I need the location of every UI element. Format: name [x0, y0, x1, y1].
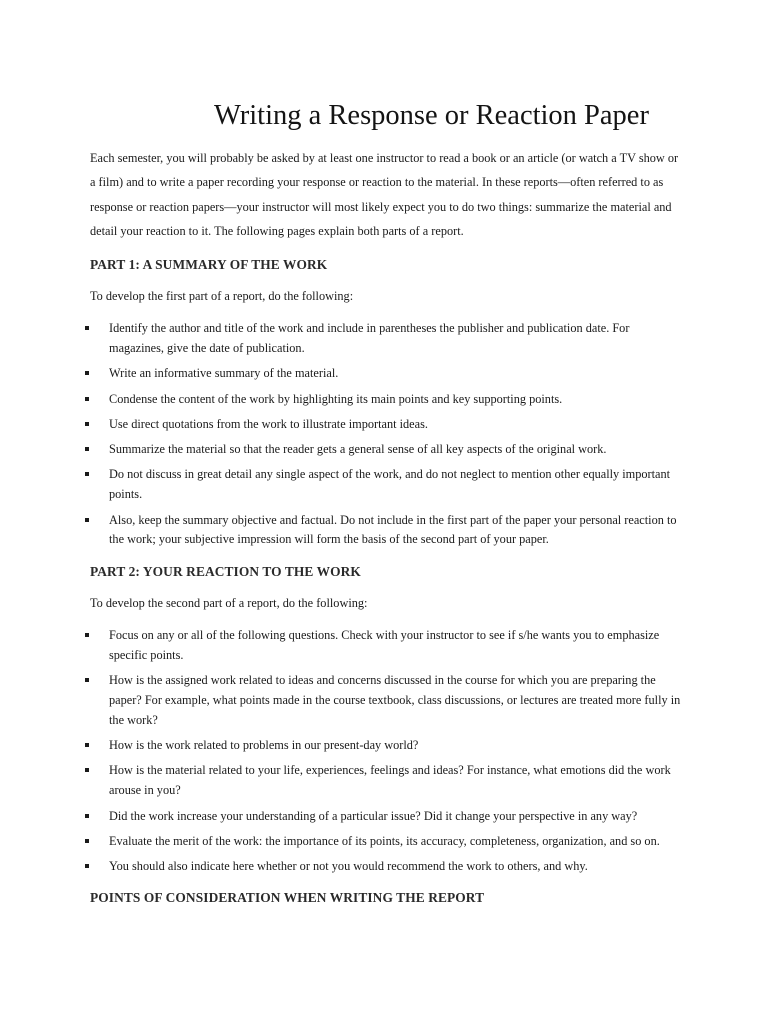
part3-heading: POINTS OF CONSIDERATION WHEN WRITING THE REPORT — [90, 889, 485, 905]
part2-list — [90, 626, 686, 877]
list-item — [90, 364, 686, 384]
list-item — [90, 465, 686, 505]
list-item-text: You should also indicate here whether or not you would recommend the work to others, and why. — [109, 859, 588, 874]
bullet-icon — [85, 864, 89, 868]
list-item-text: Condense the content of the work by highlighting its main points and key supporting points. — [109, 391, 563, 406]
document-page — [90, 0, 686, 907]
bullet-icon — [85, 678, 89, 682]
document-title: Writing a Response or Reaction Paper — [214, 100, 649, 131]
list-item-text: Did the work increase your understanding of a particular issue? Did it change your perspective in any way? — [109, 808, 638, 823]
list-item-text: How is the assigned work related to ideas and concerns discussed in the course for which you are preparing the paper? For example, what points made in the course textbook, class discussions, or lectures are treated more fully in the work? — [109, 673, 681, 727]
bullet-icon — [85, 633, 89, 637]
bullet-icon — [85, 768, 89, 772]
bullet-icon — [85, 743, 89, 747]
list-item — [90, 415, 686, 435]
bullet-icon — [85, 839, 89, 843]
list-item-text: Use direct quotations from the work to illustrate important ideas. — [109, 416, 428, 431]
list-item — [90, 440, 686, 460]
list-item-text: Do not discuss in great detail any single aspect of the work, and do not neglect to mention other equally important points. — [109, 467, 671, 502]
bullet-icon — [85, 447, 89, 451]
part1-lead: To develop the first part of a report, do the following: — [90, 289, 354, 304]
list-item — [90, 857, 686, 877]
intro-paragraph: Each semester, you will probably be asked by at least one instructor to read a book or an article (or watch a TV show or a film) and to write a paper recording your response or reaction to the material. In these reports—often referred to as response or reaction papers—your instructor will most likely expect you to do two things: summarize the material and detail your reaction to it. The following pages explain both parts of a report. — [90, 151, 679, 238]
list-item-text: Identify the author and title of the work and include in parentheses the publisher and publication date. For magazines, give the date of publication. — [109, 321, 630, 355]
list-item-text: Summarize the material so that the reader gets a general sense of all key aspects of the original work. — [109, 442, 607, 457]
bullet-icon — [85, 814, 89, 818]
list-item — [90, 319, 686, 359]
list-item — [90, 511, 686, 551]
list-item — [90, 807, 686, 827]
part1-heading: PART 1: A SUMMARY OF THE WORK — [90, 257, 328, 273]
list-item — [90, 761, 686, 801]
bullet-icon — [85, 518, 89, 522]
list-item — [90, 736, 686, 756]
list-item-text: Focus on any or all of the following questions. Check with your instructor to see if s/he wants you to emphasize specific points. — [109, 628, 660, 662]
bullet-icon — [85, 422, 89, 426]
bullet-icon — [85, 397, 89, 401]
bullet-icon — [85, 371, 89, 375]
list-item-text: How is the material related to your life, experiences, feelings and ideas? For instance, what emotions did the work arouse in you? — [109, 763, 671, 798]
list-item-text: Write an informative summary of the material. — [109, 366, 339, 381]
part2-heading: PART 2: YOUR REACTION TO THE WORK — [90, 564, 361, 580]
list-item — [90, 671, 686, 730]
list-item-text: Evaluate the merit of the work: the importance of its points, its accuracy, completeness, organization, and so on. — [109, 833, 660, 848]
part1-list — [90, 319, 686, 550]
list-item — [90, 626, 686, 666]
list-item — [90, 390, 686, 410]
bullet-icon — [85, 472, 89, 476]
bullet-icon — [85, 326, 89, 330]
list-item-text: Also, keep the summary objective and factual. Do not include in the first part of the paper your personal reaction to the work; your subjective impression will form the basis of the second part of your paper. — [109, 512, 677, 547]
part2-lead: To develop the second part of a report, do the following: — [90, 596, 368, 611]
list-item — [90, 832, 686, 852]
list-item-text: How is the work related to problems in our present-day world? — [109, 738, 419, 753]
